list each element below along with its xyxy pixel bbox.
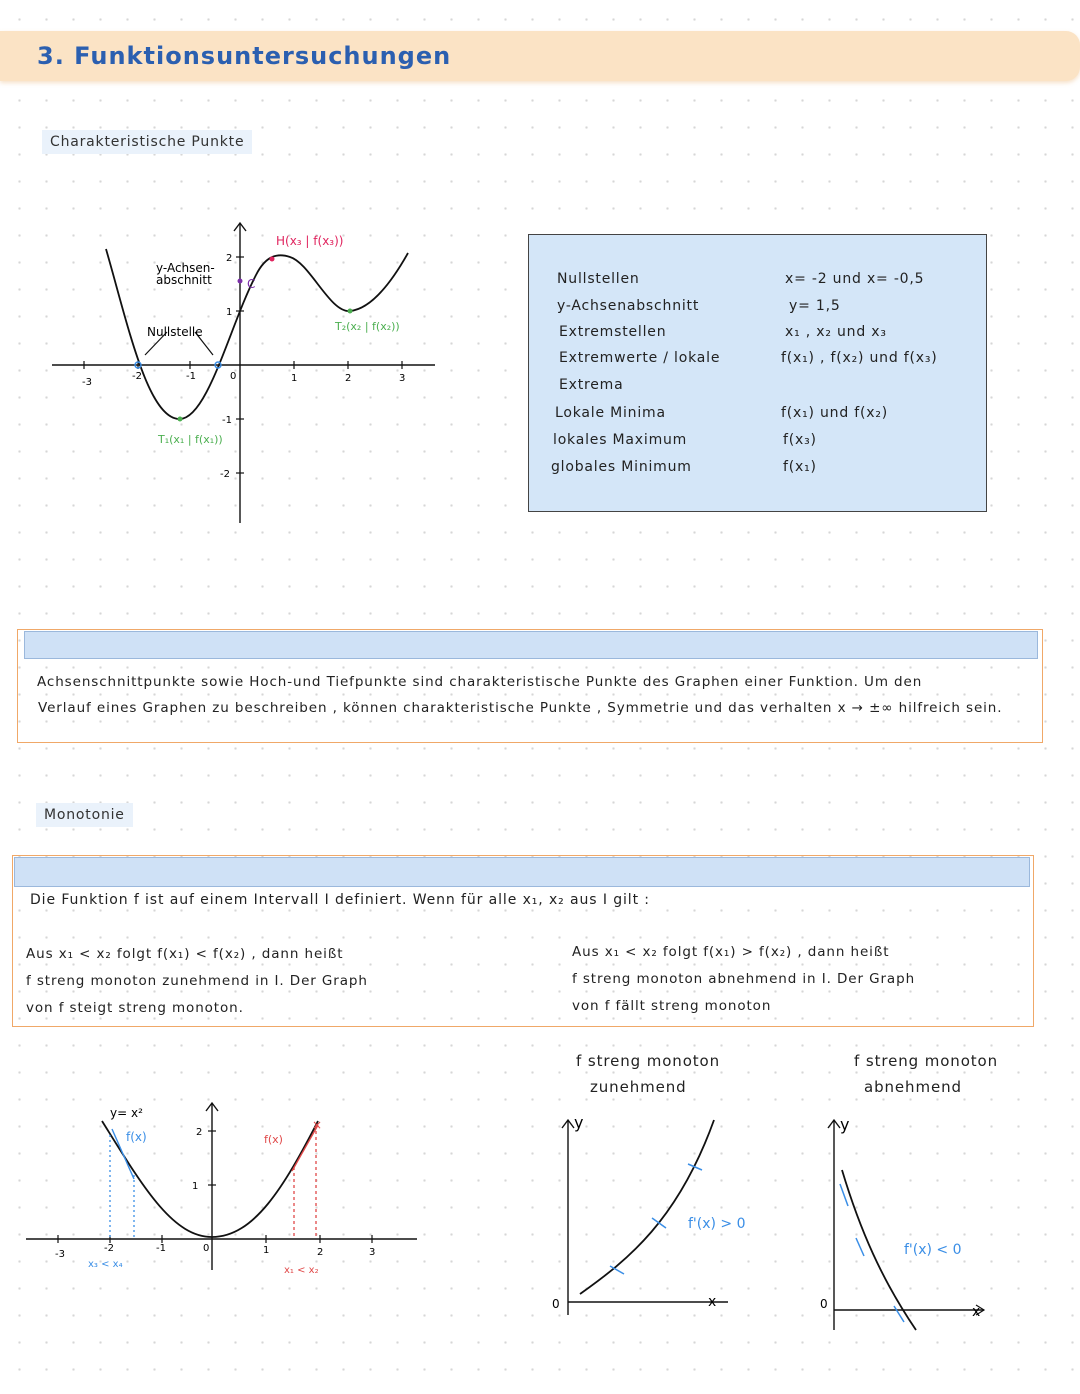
x-tick-label: -1 [156, 1243, 166, 1254]
x-tick-label: 1 [263, 1245, 270, 1256]
relation-right: x₁ < x₂ [284, 1265, 319, 1276]
value-zeros: x= -2 und x= -0,5 [785, 271, 925, 287]
fx-label-left: f(x) [126, 1130, 147, 1144]
increasing-def-line-3: von f steigt streng monoton. [26, 1000, 244, 1016]
y-tick-label: -2 [220, 469, 230, 480]
minimum-right-label: T₂(x₂ | f(x₂)) [335, 320, 400, 333]
definition-line-1: Achsenschnittpunkte sowie Hoch-und Tiefpunkte sind charakteristische Punkte des Graphen einer Funktion. Um den [37, 674, 923, 690]
y-tick-label: 2 [226, 253, 233, 264]
term-extrema: Extrema [559, 377, 624, 393]
x-tick-label: 2 [317, 1247, 324, 1258]
y-tick-label: 2 [196, 1127, 203, 1138]
value-global-minimum: f(x₁) [783, 459, 817, 475]
axis-label-x: x [972, 1304, 981, 1320]
value-extreme-points: x₁ , x₂ und x₃ [785, 324, 887, 340]
minimum-left-label: T₁(x₁ | f(x₁)) [158, 433, 223, 446]
term-extreme-points: Extremstellen [559, 324, 667, 340]
x-tick-label: -2 [104, 1243, 114, 1254]
derivative-negative-label: f'(x) < 0 [904, 1242, 962, 1258]
x-tick-label: -1 [186, 371, 196, 382]
decreasing-def-line-3: von f fällt streng monoton [572, 998, 772, 1014]
x-tick-label: 2 [345, 373, 352, 384]
y-intercept-label-line2: abschnitt [156, 273, 212, 287]
monotony-header-bar [14, 857, 1030, 887]
x-tick-label: 3 [399, 373, 406, 384]
origin-label: 0 [552, 1297, 560, 1311]
increasing-curve [580, 1120, 714, 1294]
page-title: 3. Funktionsuntersuchungen [37, 42, 452, 70]
term-global-minimum: globales Minimum [551, 459, 692, 475]
characteristic-points-table [528, 234, 987, 512]
decreasing-title-line-2: abnehmend [864, 1078, 962, 1096]
y-tick-label: 1 [226, 307, 233, 318]
value-local-maximum: f(x₃) [783, 432, 817, 448]
increasing-function-sketch [548, 1110, 768, 1325]
axis-label-x: x [708, 1294, 717, 1310]
definition-header-bar [24, 631, 1038, 659]
definition-line-2: Verlauf eines Graphen zu beschreiben , können charakteristische Punkte , Symmetrie und das verhalten x → ±∞ hilfreich sein. [38, 700, 1003, 716]
origin-label: 0 [820, 1297, 828, 1311]
value-local-minima: f(x₁) und f(x₂) [781, 405, 889, 421]
section-label-characteristic-points: Charakteristische Punkte [42, 130, 252, 154]
y-intercept-point [238, 279, 243, 284]
term-y-intercept: y-Achsenabschnitt [557, 298, 700, 314]
value-y-intercept: y= 1,5 [789, 298, 841, 314]
derivative-positive-label: f'(x) > 0 [688, 1216, 746, 1232]
increasing-def-line-1: Aus x₁ < x₂ folgt f(x₁) < f(x₂) , dann heißt [26, 946, 344, 962]
increasing-title-line-1: f streng monoton [576, 1052, 721, 1070]
maximum-label: H(x₃ | f(x₃)) [276, 234, 344, 248]
monotony-intro: Die Funktion f ist auf einem Intervall I definiert. Wenn für alle x₁, x₂ aus I gilt : [30, 892, 650, 908]
term-local-minima: Lokale Minima [555, 405, 666, 421]
minimum-point-right [348, 309, 353, 314]
section-label-monotony: Monotonie [36, 803, 133, 827]
cubic-function-graph [40, 215, 440, 530]
value-extreme-values: f(x₁) , f(x₂) und f(x₃) [781, 350, 938, 366]
parabola-function-label: y= x² [110, 1106, 143, 1120]
x-tick-label: -3 [55, 1249, 65, 1260]
point-c-label: C [247, 277, 256, 291]
fx-label-right: f(x) [264, 1133, 283, 1146]
svg-text:×: × [312, 1118, 323, 1132]
y-tick-label: 1 [192, 1181, 199, 1192]
term-extreme-values: Extremwerte / lokale [559, 350, 721, 366]
axis-label-y: y [574, 1113, 584, 1132]
relation-left: x₃ < x₄ [88, 1259, 123, 1270]
decreasing-def-line-2: f streng monoton abnehmend in I. Der Graph [572, 971, 916, 987]
x-tick-label: 3 [369, 1247, 376, 1258]
minimum-point-left [178, 417, 183, 422]
x-tick-label: 0 [203, 1243, 210, 1254]
zero-label: Nullstelle [147, 325, 203, 339]
maximum-point [270, 257, 275, 262]
y-tick-label: -1 [222, 415, 232, 426]
x-tick-label: -2 [132, 371, 142, 382]
x-tick-label: -3 [82, 377, 92, 388]
y-intercept-label-line1: y-Achsen- [156, 261, 215, 275]
term-zeros: Nullstellen [557, 271, 640, 287]
x-tick-label: 1 [291, 373, 298, 384]
increasing-title-line-2: zunehmend [590, 1078, 687, 1096]
decreasing-title-line-1: f streng monoton [854, 1052, 999, 1070]
x-tick-label: 0 [230, 371, 237, 382]
axis-label-y: y [840, 1115, 850, 1134]
parabola-graph [22, 1095, 432, 1285]
decreasing-function-sketch [812, 1110, 1002, 1335]
increasing-def-line-2: f streng monoton zunehmend in I. Der Graph [26, 973, 368, 989]
decreasing-def-line-1: Aus x₁ < x₂ folgt f(x₁) > f(x₂) , dann heißt [572, 944, 890, 960]
term-local-maximum: lokales Maximum [553, 432, 688, 448]
